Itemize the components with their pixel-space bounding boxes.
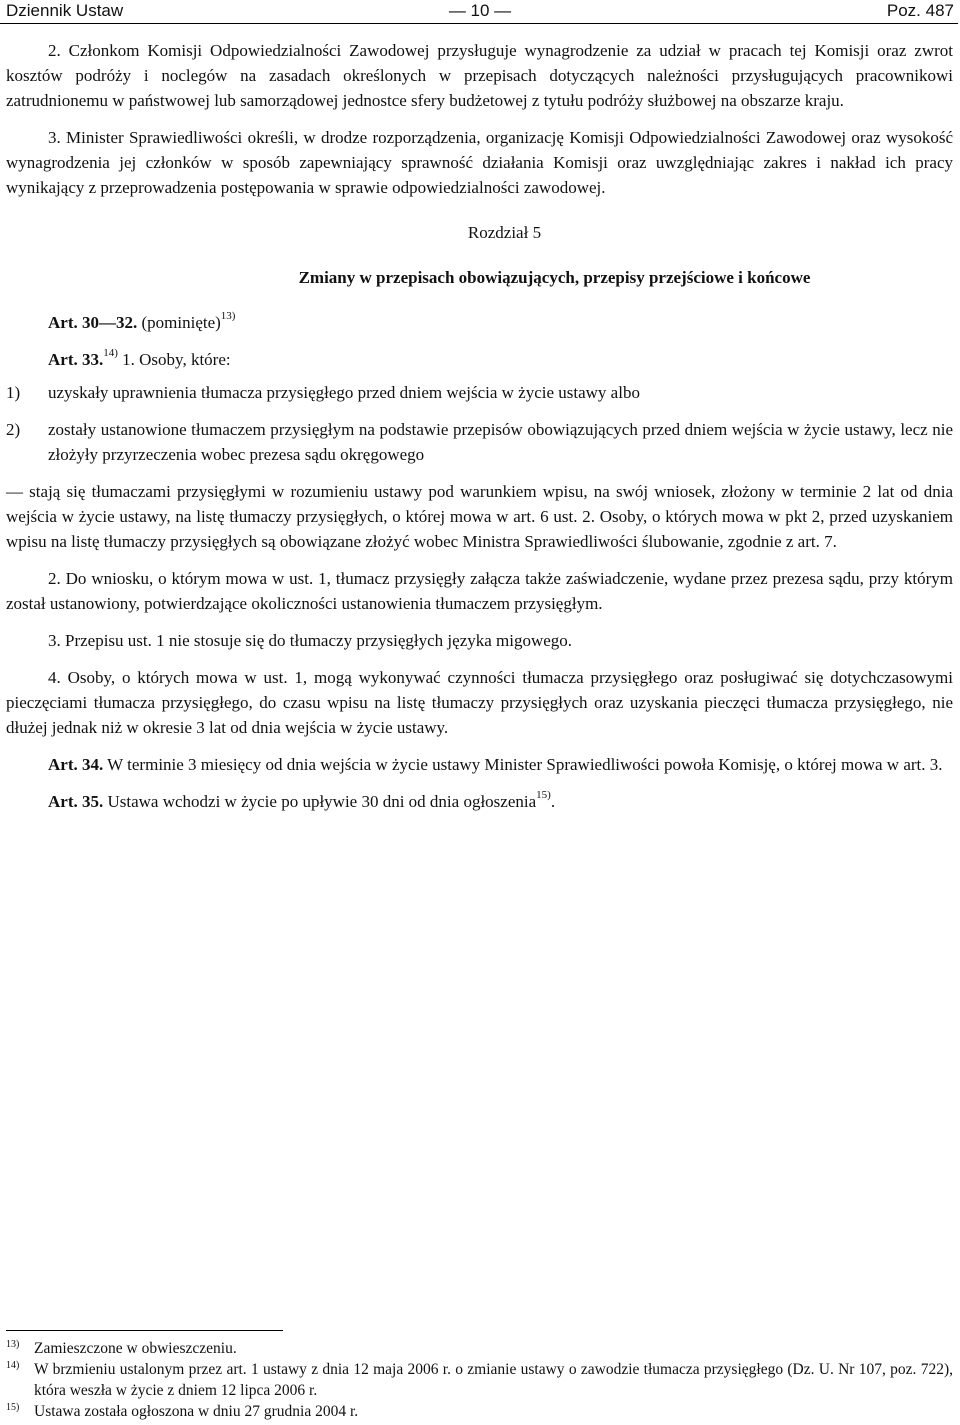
article-30-32 [6, 310, 953, 335]
footnote-ref-13: 13) [220, 310, 236, 323]
footnote-ref-14: 14) [103, 347, 118, 360]
footnote [6, 1401, 953, 1422]
footnote [6, 1338, 953, 1359]
footnote-text: Zamieszczone w obwieszczeniu. [34, 1340, 237, 1357]
list-item [6, 380, 953, 405]
journal-name: Dziennik Ustaw [6, 1, 124, 20]
chapter-title: Zmiany w przepisach obowiązujących, przepisy przejściowe i końcowe [298, 268, 811, 287]
list-item-text: zostały ustanowione tłumaczem przysięgłym na podstawie przepisów obowiązujących przed dniem wejścia w życie ustawy, lecz nie złożyły przyrzeczenia wobec prezesa sądu okręgowego [48, 420, 953, 464]
paragraph-3: 3. Minister Sprawiedliwości określi, w drodze rozporządzenia, organizację Komisji Odpowiedzialności Zawodowej oraz wysokość wynagrodzenia jej członków w sposób zapewniający sprawność działania Komisji oraz uwzględniając zakres i nakład ich pracy wynikający z przeprowadzenia postępowania w sprawie odpowiedzialności zawodowej. [6, 128, 953, 197]
article-end: . [550, 792, 556, 811]
article-label: Art. 33. [48, 350, 104, 369]
article-33 [6, 347, 953, 372]
list-item-number: 1) [6, 383, 21, 402]
chapter-label: Rozdział 5 [467, 223, 542, 242]
page-number: — 10 — [448, 1, 512, 20]
article-34 [6, 752, 953, 777]
footnote-mark: 15) [6, 1402, 20, 1413]
footnote-text: W brzmieniu ustalonym przez art. 1 ustawy z dnia 12 maja 2006 r. o zmianie ustawy o zawodzie tłumacza przysięgłego (Dz. U. Nr 107, poz. 722), która weszła w życie z dniem 12 lipca 2006 r. [34, 1361, 953, 1399]
article-label: Art. 35. [48, 792, 104, 811]
article-text: (pominięte) [137, 313, 221, 332]
header-divider [0, 23, 958, 24]
article-33-paragraph-2: 2. Do wniosku, o którym mowa w ust. 1, tłumacz przysięgły załącza także zaświadczenie, wydane przez prezesa sądu, przy którym został ustanowiony, potwierdzające okoliczności ustanowienia tłumaczem przysięgłym. [6, 569, 953, 613]
article-label: Art. 34. [48, 755, 104, 774]
article-33-paragraph-4: 4. Osoby, o których mowa w ust. 1, mogą wykonywać czynności tłumacza przysięgłego oraz posługiwać się dotychczasowymi pieczęciami tłumacza przysięgłego, do czasu wpisu na listę tłumaczy przysięgłych oraz uzyskania pieczęci tłumacza przysięgłego, nie dłużej jednak niż w okresie 3 lat od dnia wejścia w życie ustawy. [6, 668, 953, 737]
paragraph-2: 2. Członkom Komisji Odpowiedzialności Zawodowej przysługuje wynagrodzenie za udział w pracach tej Komisji oraz zwrot kosztów podróży i noclegów na zasadach określonych w przepisach dotyczących należności przysługujących pracownikowi zatrudnionemu w państwowej lub samorządowej jednostce sfery budżetowej z tytułu podróży służbowej na obszarze kraju. [6, 41, 953, 110]
article-35 [6, 789, 953, 814]
footnote-divider [6, 1330, 283, 1331]
list-item-number: 2) [6, 420, 21, 439]
footnote-text: Ustawa została ogłoszona w dniu 27 grudnia 2004 r. [34, 1403, 359, 1420]
page-header [0, 0, 960, 24]
article-intro: 1. Osoby, które: [117, 350, 231, 369]
article-text: W terminie 3 miesięcy od dnia wejścia w życie ustawy Minister Sprawiedliwości powoła Komisję, o której mowa w art. 3. [103, 755, 943, 774]
footnote-mark: 13) [6, 1339, 20, 1350]
list-item [6, 417, 953, 467]
footnotes [6, 1338, 953, 1422]
article-label: Art. 30—32. [48, 313, 138, 332]
footnote-ref-15: 15) [536, 789, 551, 802]
footnote [6, 1359, 953, 1401]
article-33-closing: — stają się tłumaczami przysięgłymi w rozumieniu ustawy pod warunkiem wpisu, na swój wniosek, złożony w terminie 2 lat od dnia wejścia w życie ustawy, na listę tłumaczy przysięgłych, o której mowa w art. 6 ust. 2. Osoby, o których mowa w pkt 2, przed uzyskaniem wpisu na listę tłumaczy przysięgłych są obowiązane złożyć wobec Ministra Sprawiedliwości ślubowanie, zgodnie z art. 7. [6, 482, 953, 551]
article-text: Ustawa wchodzi w życie po upływie 30 dni od dnia ogłoszenia [103, 792, 537, 811]
position-number: Poz. 487 [886, 1, 954, 20]
document-body [6, 38, 953, 814]
footnote-mark: 14) [6, 1360, 20, 1371]
list-item-text: uzyskały uprawnienia tłumacza przysięgłego przed dniem wejścia w życie ustawy albo [48, 383, 640, 402]
article-33-paragraph-3: 3. Przepisu ust. 1 nie stosuje się do tłumaczy przysięgłych języka migowego. [48, 631, 573, 650]
